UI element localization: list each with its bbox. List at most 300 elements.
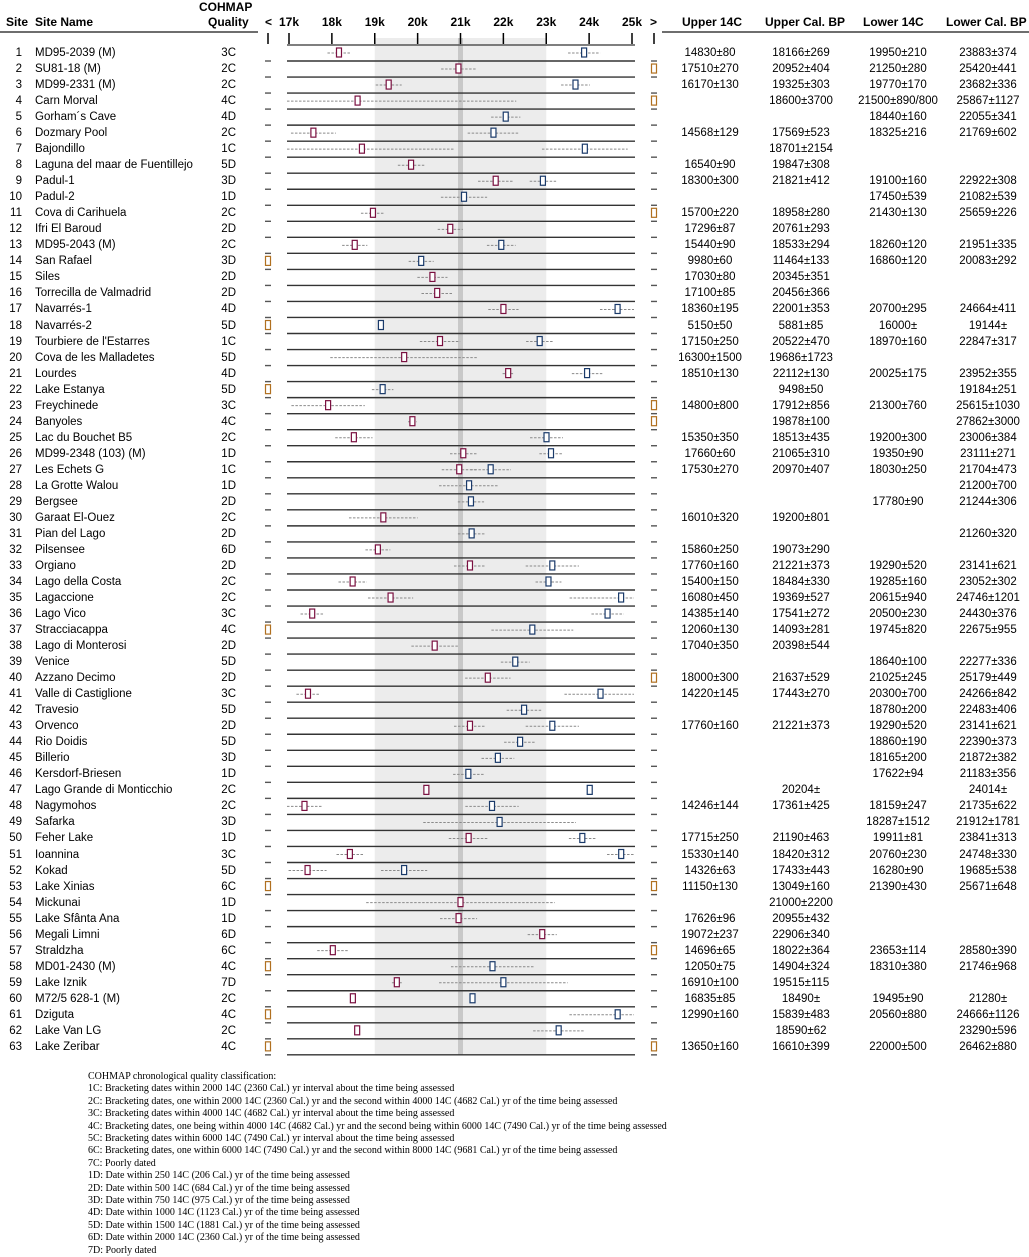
lower-14c: 18030±250: [869, 463, 927, 476]
upper-cal-bp: 18701±2154: [769, 143, 833, 156]
upper-14c: 17150±250: [681, 335, 739, 348]
upper-cal-bp: 18166±269: [772, 47, 830, 59]
site-name: Lourdes: [35, 367, 77, 380]
lower-cal-bp: 25867±1127: [956, 95, 1020, 108]
lower-cal-bp: 21183±356: [959, 768, 1017, 781]
out-of-range-high-box: [652, 64, 657, 73]
upper-cal-bp: 17569±523: [772, 127, 830, 140]
upper-date-box: [311, 128, 316, 137]
site-quality: 3D: [221, 816, 236, 829]
site-number: 21: [9, 367, 22, 380]
lower-cal-bp: 25420±441: [959, 63, 1017, 76]
lower-cal-bp: 23052±302: [959, 575, 1017, 588]
site-number: 47: [9, 784, 22, 797]
site-name: SU81-18 (M): [35, 63, 101, 76]
site-quality: 1D: [221, 479, 236, 492]
lower-cal-bp: 23141±621: [959, 720, 1017, 733]
out-of-range-low-box: [266, 625, 271, 634]
site-name: Feher Lake: [35, 832, 94, 845]
lower-14c: 19495±90: [872, 992, 924, 1005]
lower-cal-bp: 21769±602: [959, 127, 1017, 140]
lower-date-box: [598, 689, 603, 698]
site-number: 23: [9, 399, 22, 412]
upper-cal-bp: 18420±312: [772, 848, 830, 861]
lower-cal-bp: 21912±1781: [956, 816, 1020, 829]
site-name: Mickunai: [35, 896, 81, 909]
site-quality: 5D: [221, 319, 236, 332]
site-name: Lago Grande di Monticchio: [35, 784, 173, 797]
site-name: San Rafael: [35, 255, 92, 268]
site-quality: 2C: [221, 431, 236, 444]
site-name: Venice: [35, 656, 70, 669]
lower-cal-bp: 21200±700: [959, 479, 1017, 492]
upper-date-box: [458, 898, 463, 907]
site-name: Dozmary Pool: [35, 127, 108, 140]
upper-cal-bp: 20522±470: [772, 335, 830, 348]
upper-14c: 17100±85: [684, 287, 736, 300]
site-number: 45: [9, 752, 22, 765]
upper-14c: 12060±130: [681, 624, 739, 637]
lower-date-box: [497, 817, 502, 826]
lower-date-box: [550, 561, 555, 570]
site-number: 27: [9, 463, 22, 476]
x-tick-label: 17k: [278, 15, 300, 29]
site-number: 6: [15, 127, 22, 140]
lower-date-box: [503, 112, 508, 121]
site-name: Azzano Decimo: [35, 672, 116, 685]
site-number: 34: [9, 575, 22, 588]
site-quality: 7D: [221, 976, 236, 989]
site-quality: 4D: [221, 367, 236, 380]
site-number: 54: [9, 896, 22, 909]
site-quality: 4C: [221, 415, 236, 428]
header-site: Site: [6, 15, 29, 29]
lower-14c: 20560±880: [869, 1008, 927, 1021]
site-quality: 2D: [221, 720, 236, 733]
site-name: Padul-1: [35, 175, 75, 188]
site-number: 43: [9, 720, 22, 733]
lower-14c: 18325±216: [869, 127, 927, 140]
upper-date-box: [394, 978, 399, 987]
site-number: 38: [9, 640, 22, 653]
lower-cal-bp: 23841±313: [959, 832, 1017, 845]
out-of-range-low-box: [266, 1010, 271, 1019]
upper-cal-bp: 18513±435: [772, 431, 830, 444]
lower-cal-bp: 22277±336: [959, 656, 1017, 669]
upper-cal-bp: 20955±432: [772, 912, 830, 925]
site-number: 37: [9, 624, 22, 637]
site-name: MD99-2348 (103) (M): [35, 447, 146, 460]
upper-cal-bp: 18022±364: [772, 944, 830, 957]
site-quality: 4C: [221, 95, 236, 108]
upper-date-box: [467, 561, 472, 570]
site-number: 59: [9, 976, 22, 989]
site-quality: 6C: [221, 880, 236, 893]
lower-14c: 20615±940: [869, 592, 927, 605]
site-quality: 3D: [221, 255, 236, 268]
site-name: MD01-2430 (M): [35, 960, 116, 973]
site-quality: 2D: [221, 559, 236, 572]
site-quality: 4D: [221, 111, 236, 124]
upper-14c: 14326±63: [684, 864, 736, 877]
upper-date-box: [375, 545, 380, 554]
legend-item: 6D: Date within 2000 14C (2360 Cal.) yr of the time being assessed: [88, 1232, 360, 1244]
upper-cal-bp: 22112±130: [772, 367, 830, 380]
site-name: Navarrés-2: [35, 319, 92, 332]
upper-14c: 15350±350: [681, 431, 739, 444]
site-number: 49: [9, 816, 22, 829]
lower-14c: 20300±700: [869, 688, 927, 701]
legend-item: 6C: Bracketing dates, one within 6000 14C (7490 Cal.) yr and the second within 8000 14C (9681 Cal.) yr of the time being assessed: [88, 1145, 618, 1157]
upper-date-box: [457, 465, 462, 474]
lower-cal-bp: 21704±473: [959, 463, 1017, 476]
site-quality: 1D: [221, 896, 236, 909]
lower-date-box: [380, 385, 385, 394]
site-name: Lake Sfânta Ana: [35, 912, 120, 925]
upper-date-box: [493, 176, 498, 185]
out-of-range-low-box: [266, 1042, 271, 1051]
legend-item: 7C: Poorly dated: [88, 1157, 156, 1169]
upper-date-box: [350, 994, 355, 1003]
lower-cal-bp: 21280±: [968, 992, 1008, 1005]
lower-14c: 18860±190: [869, 736, 927, 749]
site-name: La Grotte Walou: [35, 479, 119, 492]
site-name: Banyoles: [35, 415, 83, 428]
site-name: Lake Iznik: [35, 976, 87, 989]
upper-date-box: [501, 304, 506, 313]
site-name: Rio Doidis: [35, 736, 88, 749]
site-name: Lake Estanya: [35, 383, 105, 396]
upper-cal-bp: 22906±340: [772, 928, 830, 941]
lower-date-box: [580, 833, 585, 842]
lower-14c: 18310±380: [869, 960, 927, 973]
legend-item: 1C: Bracketing dates within 2000 14C (2360 Cal.) yr interval about the time being assessed: [88, 1083, 455, 1095]
upper-date-box: [485, 673, 490, 682]
upper-14c: 17660±60: [684, 447, 736, 460]
site-name: Bajondillo: [35, 143, 85, 156]
lower-cal-bp: 23290±596: [959, 1024, 1017, 1037]
legend-item: 2D: Date within 500 14C (684 Cal.) yr of the time being assessed: [88, 1182, 350, 1194]
site-quality: 1C: [221, 335, 236, 348]
site-number: 31: [9, 527, 22, 540]
lower-date-box: [469, 529, 474, 538]
lower-date-box: [615, 304, 620, 313]
site-number: 51: [9, 848, 22, 861]
site-name: Safarka: [35, 816, 75, 829]
site-number: 5: [15, 111, 22, 124]
upper-14c: 11150±130: [682, 880, 738, 893]
upper-cal-bp: 21221±373: [772, 559, 830, 572]
site-number: 39: [9, 656, 22, 669]
site-name: Nagymohos: [35, 800, 97, 813]
site-quality: 5D: [221, 736, 236, 749]
lower-14c: 23653±114: [869, 944, 927, 957]
site-name: Pilsensee: [35, 543, 85, 556]
out-of-range-high-box: [652, 96, 657, 105]
site-quality: 5D: [221, 864, 236, 877]
upper-date-box: [370, 208, 375, 217]
site-number: 61: [9, 1008, 22, 1021]
upper-cal-bp: 20761±293: [772, 223, 830, 236]
out-of-range-high-box: [652, 417, 657, 426]
site-quality: 2C: [221, 511, 236, 524]
lower-cal-bp: 24014±: [968, 784, 1008, 797]
lower-date-box: [556, 1026, 561, 1035]
lower-date-box: [546, 577, 551, 586]
site-quality: 2C: [221, 592, 236, 605]
lower-cal-bp: 24430±376: [959, 608, 1017, 621]
x-tick-label: 21k: [450, 15, 471, 29]
lower-14c: 18165±200: [869, 752, 927, 765]
upper-cal-bp: 19369±527: [772, 592, 830, 605]
site-name: Straldzha: [35, 944, 84, 957]
lower-cal-bp: 24748±330: [959, 848, 1017, 861]
lower-date-box: [518, 737, 523, 746]
lower-14c: 16860±120: [869, 255, 927, 268]
header-upper-14c: Upper 14C: [682, 15, 743, 29]
lower-date-box: [530, 625, 535, 634]
legend-item: 5C: Bracketing dates within 6000 14C (7490 Cal.) yr interval about the time being assessed: [88, 1133, 455, 1145]
site-number: 16: [9, 287, 22, 300]
site-name: Lake Van LG: [35, 1024, 102, 1037]
upper-14c: 18300±300: [681, 175, 739, 188]
upper-14c: 17030±80: [684, 271, 736, 284]
site-name: Orgiano: [35, 559, 76, 572]
upper-cal-bp: 13049±160: [772, 880, 830, 893]
lower-cal-bp: 22055±341: [959, 111, 1017, 124]
upper-14c: 16910±100: [681, 976, 739, 989]
lower-14c: 16000±: [878, 319, 918, 332]
upper-cal-bp: 18600±3700: [769, 95, 833, 108]
site-quality: 2C: [221, 79, 236, 92]
upper-cal-bp: 21190±463: [772, 832, 830, 845]
lower-14c: 21390±430: [869, 880, 927, 893]
upper-date-box: [435, 288, 440, 297]
site-number: 2: [15, 63, 22, 76]
site-number: 57: [9, 944, 22, 957]
site-quality: 1C: [221, 463, 236, 476]
site-name: Cova di Carihuela: [35, 207, 127, 220]
site-quality: 5D: [221, 704, 236, 717]
lower-14c: 17622±94: [872, 768, 924, 781]
site-number: 7: [15, 143, 22, 156]
lower-date-box: [605, 609, 610, 618]
upper-cal-bp: 15839±483: [772, 1008, 830, 1021]
header-quality: Quality: [208, 15, 249, 29]
upper-date-box: [409, 160, 414, 169]
upper-14c: 14800±800: [681, 399, 739, 412]
site-number: 33: [9, 559, 22, 572]
site-quality: 2C: [221, 207, 236, 220]
site-number: 50: [9, 832, 22, 845]
site-number: 8: [15, 159, 22, 172]
upper-date-box: [430, 272, 435, 281]
site-name: Gorham´s Cave: [35, 111, 117, 124]
upper-14c: 15330±140: [681, 848, 739, 861]
upper-cal-bp: 19515±115: [772, 976, 830, 989]
lower-14c: 21250±280: [869, 63, 927, 76]
site-quality: 3C: [221, 608, 236, 621]
site-name: M72/5 628-1 (M): [35, 992, 121, 1005]
site-quality: 1D: [221, 191, 236, 204]
upper-14c: 15400±150: [681, 575, 739, 588]
upper-14c: 9980±60: [687, 255, 733, 268]
upper-cal-bp: 20952±404: [772, 63, 830, 76]
upper-cal-bp: 18484±330: [772, 575, 830, 588]
out-of-range-high-box: [652, 401, 657, 410]
lower-14c: 21300±760: [869, 399, 927, 412]
site-name: Lago di Monterosi: [35, 640, 127, 653]
upper-cal-bp: 18490±: [781, 992, 821, 1005]
site-quality: 5D: [221, 351, 236, 364]
legend-item: 7D: Poorly dated: [88, 1244, 157, 1256]
site-quality: 3D: [221, 175, 236, 188]
lower-14c: 18780±200: [869, 704, 927, 717]
site-name: Tourbiere de l'Estarres: [35, 335, 150, 348]
upper-date-box: [355, 96, 360, 105]
upper-14c: 14220±145: [681, 688, 739, 701]
site-quality: 2C: [221, 1024, 236, 1037]
upper-14c: 13650±160: [681, 1040, 739, 1053]
upper-14c: 5150±50: [687, 319, 733, 332]
site-number: 13: [9, 239, 22, 252]
lower-cal-bp: 19144±: [968, 319, 1008, 332]
upper-14c: 14246±144: [681, 800, 739, 813]
site-quality: 3D: [221, 752, 236, 765]
site-quality: 4C: [221, 624, 236, 637]
quality-legend: [88, 1071, 667, 1257]
site-number: 29: [9, 495, 22, 508]
out-of-range-high-box: [652, 882, 657, 891]
upper-cal-bp: 5881±85: [778, 319, 824, 332]
out-of-range-high-box: [652, 1042, 657, 1051]
site-name: Megali Limni: [35, 928, 100, 941]
lower-cal-bp: 22675±955: [959, 624, 1017, 637]
site-number: 56: [9, 928, 22, 941]
lower-date-box: [573, 80, 578, 89]
site-quality: 2D: [221, 672, 236, 685]
lower-cal-bp: 24664±411: [959, 303, 1017, 316]
site-number: 24: [9, 415, 22, 428]
lower-14c: 18287±1512: [866, 816, 930, 829]
lower-14c: 18159±247: [869, 800, 927, 813]
upper-cal-bp: 17433±443: [772, 864, 830, 877]
lower-date-box: [402, 866, 407, 875]
lower-cal-bp: 23682±336: [959, 79, 1017, 92]
lower-14c: 20500±230: [869, 608, 927, 621]
upper-cal-bp: 17443±270: [772, 688, 830, 701]
upper-cal-bp: 21000±2200: [769, 896, 833, 909]
site-number: 35: [9, 592, 22, 605]
upper-cal-bp: 19073±290: [772, 543, 830, 556]
site-quality: 2C: [221, 127, 236, 140]
site-name: Travesio: [35, 704, 79, 717]
site-quality: 3C: [221, 399, 236, 412]
lower-cal-bp: 21735±622: [959, 800, 1017, 813]
site-name: Navarrés-1: [35, 303, 92, 316]
upper-14c: 16170±130: [681, 79, 739, 92]
site-quality: 2C: [221, 784, 236, 797]
lower-cal-bp: 21082±539: [959, 191, 1017, 204]
site-number: 58: [9, 960, 22, 973]
lower-date-box: [490, 801, 495, 810]
upper-date-box: [352, 240, 357, 249]
site-quality: 2C: [221, 63, 236, 76]
legend-item: 3C: Bracketing dates within 4000 14C (4682 Cal.) yr interval about the time being assessed: [88, 1108, 455, 1120]
site-name: Siles: [35, 271, 60, 284]
lower-date-box: [615, 1010, 620, 1019]
header-upper-cal: Upper Cal. BP: [765, 15, 846, 29]
upper-cal-bp: 20970±407: [772, 463, 830, 476]
lower-date-box: [585, 369, 590, 378]
lower-14c: 19290±520: [869, 559, 927, 572]
site-number: 28: [9, 479, 22, 492]
site-name: Torrecilla de Valmadrid: [35, 287, 152, 300]
site-number: 40: [9, 672, 22, 685]
site-name: Les Echets G: [35, 463, 105, 476]
lower-14c: 20760±230: [869, 848, 927, 861]
lower-date-box: [466, 769, 471, 778]
out-of-range-low-box: [266, 385, 271, 394]
lower-cal-bp: 22922±308: [959, 175, 1017, 188]
lower-date-box: [544, 433, 549, 442]
lower-cal-bp: 25671±648: [959, 880, 1017, 893]
upper-14c: 17626±96: [684, 912, 736, 925]
upper-date-box: [410, 417, 415, 426]
site-name: Freychinede: [35, 399, 99, 412]
upper-date-box: [467, 721, 472, 730]
site-number: 14: [9, 255, 22, 268]
upper-14c: 17510±270: [681, 63, 739, 76]
site-number: 55: [9, 912, 22, 925]
site-name: Valle di Castiglione: [35, 688, 132, 701]
upper-14c: 17760±160: [681, 559, 739, 572]
lower-14c: 19770±170: [869, 79, 927, 92]
lower-date-box: [378, 321, 383, 330]
upper-cal-bp: 9498±50: [778, 383, 824, 396]
site-name: Lake Zeribar: [35, 1040, 100, 1053]
header-lt: <: [265, 15, 273, 29]
x-tick-label: 23k: [536, 15, 557, 29]
upper-cal-bp: 20345±351: [772, 271, 830, 284]
upper-date-box: [466, 833, 471, 842]
upper-date-box: [456, 914, 461, 923]
out-of-range-high-box: [652, 208, 657, 217]
lower-14c: 21025±245: [869, 672, 927, 685]
lower-14c: 18260±120: [869, 239, 927, 252]
lower-cal-bp: 19184±251: [959, 383, 1017, 396]
lower-cal-bp: 21872±382: [959, 752, 1017, 765]
lower-cal-bp: 25659±226: [959, 207, 1017, 220]
site-name: Garaat El-Ouez: [35, 511, 115, 524]
site-number: 60: [9, 992, 22, 1005]
upper-14c: 17040±350: [681, 640, 739, 653]
site-quality: 4C: [221, 960, 236, 973]
upper-cal-bp: 20456±366: [772, 287, 830, 300]
site-quality: 5D: [221, 656, 236, 669]
site-number: 63: [9, 1040, 22, 1053]
lower-date-box: [468, 497, 473, 506]
site-number: 10: [9, 191, 22, 204]
lower-cal-bp: 23006±384: [959, 431, 1017, 444]
site-quality: 1D: [221, 832, 236, 845]
lower-cal-bp: 28580±390: [959, 944, 1017, 957]
upper-cal-bp: 16610±399: [772, 1040, 830, 1053]
lower-date-box: [522, 705, 527, 714]
site-quality: 6D: [221, 928, 236, 941]
upper-14c: 17760±160: [681, 720, 739, 733]
site-name: Orvenco: [35, 720, 79, 733]
